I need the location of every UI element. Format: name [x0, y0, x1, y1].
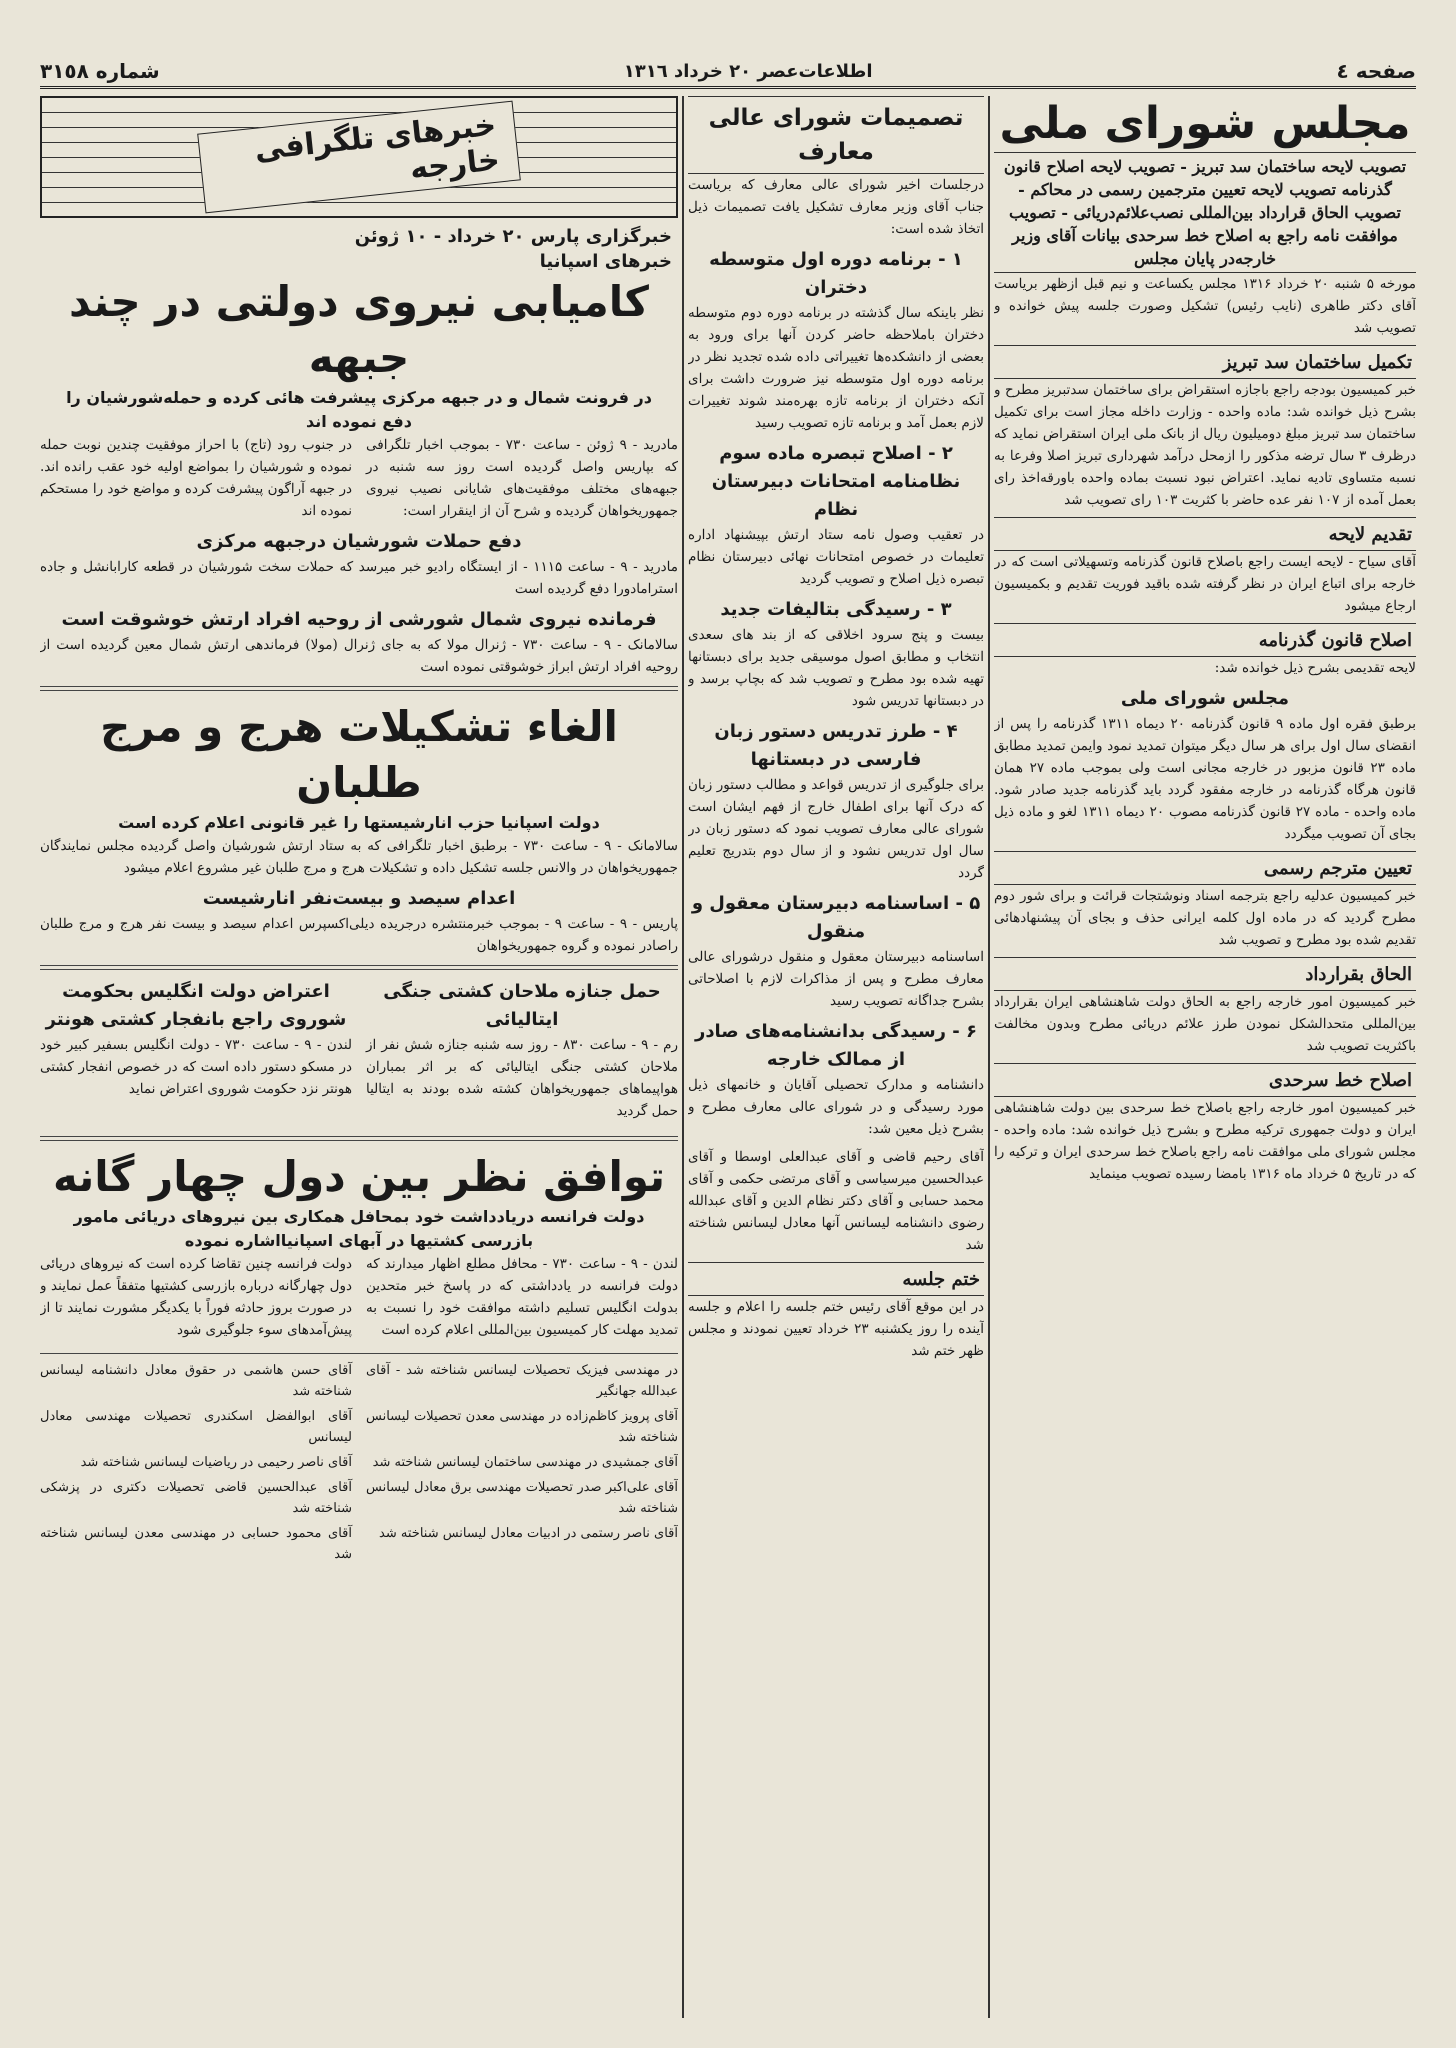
- masthead: [40, 56, 1416, 89]
- list-item: آقای حسن هاشمی در حقوق معادل دانشنامه لیسانس شناخته شد: [40, 1363, 352, 1399]
- list-item: در مهندسی فیزیک تحصیلات لیسانس شناخته شد - آقای عبدالله جهانگیر: [366, 1363, 678, 1399]
- paragraph: آقای رحیم قاضی و آقای عبدالعلی اوسطا و آقای عبدالحسین میرسیاسی و آقای مرتضی حکمی و آقای محمد حسابی و آقای دکتر نظام الدین و آقای عبدالله رضوی دانشنامه لیسانس آنها معادل لیسانس شناخته شد: [688, 1149, 984, 1253]
- paragraph: خبر کمیسیون امور خارجه راجع به الحاق دولت شاهنشاهی ایران بقرارداد بین‌المللی متحدالشکل نمودن طرز علائم دریائی مطرح وبدون مخالفت باکثریت تصویب شد: [994, 994, 1416, 1054]
- paragraph: بیست و پنج سرود اخلاقی که از بند های سعدی انتخاب و مطابق اصول موسیقی جدید برای دبستانها تهیه شده بود مطرح و تصویب شد که بچاپ برسد و در دبستانها تدریس شود: [688, 627, 984, 709]
- paragraph: درجلسات اخیر شورای عالی معارف که بریاست جناب آقای وزیر معارف تشکیل یافت تصمیمات ذیل اتخاذ شده است:: [688, 177, 984, 237]
- paragraph: خبر کمیسیون بودجه راجع باجازه استقراض برای ساختمان سدتبریز مطرح و بشرح ذیل خوانده شد: ماده واحده - وزارت داخله مجاز است برای تکمیل ساختمان سد تبریز مبلغ دومیلیون ریال از بانک ملی ایران استقراض نماید که درظرف ۳ سال ترضه مذکور را ازمحل درآمد شهرداری تبریز اصلا وفرعا به نسبه متساوی تادیه نماید. اعتراض نبود نسبت بماده واحده باورقه‌اخذ رای بعمل آمده از ۱۰۷ نفر عده حاضر با کثریت ۱۰۳ رای تصویب شد: [994, 382, 1416, 508]
- section-heading: ۲ - اصلاح تبصره ماده سوم نظامنامه امتحانات دبیرستان نظام: [711, 443, 961, 520]
- two-column-block: [40, 434, 678, 528]
- paragraph: لندن - ۹ - ساعت ۷۳۰ - محافل مطلع اظهار میدارند که دولت فرانسه در یادداشتی که در پاسخ خبر متحدین بدولت انگلیس تسلیم داشته موافقت خود را نسبت به تمدید مهلت کار کمیسیون بین‌المللی اعلام کرده است: [366, 1256, 678, 1338]
- issue-date: اطلاعات‌عصر ٢٠ خرداد ١٣١٦: [623, 60, 873, 82]
- divider: [40, 1353, 678, 1354]
- banner-title: خبرهای تلگرافی خارجه: [197, 101, 521, 214]
- paragraph: دولت فرانسه چنین تقاضا کرده است که نیروهای دریائی دول چهارگانه درباره بازرسی کشتیها متفقاً عمل نمایند و در صورت بروز حادثه فوراً با یکدیگر مشورت نمایند تا از پیش‌آمدهای سوء جلوگیری شود: [40, 1256, 352, 1338]
- paragraph: اساسنامه دبیرستان معقول و منقول درشورای عالی معارف مطرح و پس از مذاکرات لازم با اصلاحاتی بشرح جداگانه تصویب رسید: [688, 949, 984, 1009]
- section-heading: اصلاح خط سرحدی: [994, 1063, 1416, 1097]
- two-column-block: [40, 978, 678, 1128]
- paragraph: در جنوب رود (تاج) با احراز موفقیت چندین نوبت حمله نموده و شورشیان را بمواضع اولیه خود عقب رانده اند. در جبهه آراگون پیشرفت کرده و مواضع خود را مستحکم نموده اند: [40, 437, 352, 519]
- paragraph: دانشنامه و مدارک تحصیلی آقایان و خانمهای ذیل مورد رسیدگی و در شورای عالی معارف مطرح و بشرح ذیل معین شد:: [688, 1077, 984, 1137]
- section-heading: مجلس شورای ملی: [1120, 688, 1290, 709]
- page-number: صفحه ٤: [1336, 59, 1416, 83]
- section-heading: دفع حملات شورشیان درجبهه مرکزی: [196, 531, 522, 552]
- list-item: آقای پرویز کاظم‌زاده در مهندسی معدن تحصیلات لیسانس شناخته شد: [366, 1409, 678, 1445]
- graduates-list: [40, 1360, 678, 1569]
- section-heading: ۴ - طرز تدریس دستور زبان فارسی در دبستانها: [714, 721, 958, 770]
- issue-number: شماره ٣١٥٨: [40, 59, 160, 83]
- paragraph: لندن - ۹ - ساعت ۷۳۰ - دولت انگلیس بسفیر کبیر خود در مسکو دستور داده است که در خصوص انفجار کشتی هونتر نزد حکومت شوروی اعتراض نماید: [40, 1037, 353, 1097]
- paragraph: آقای سیاح - لایحه ایست راجع باصلاح قانون گذرنامه وتسهیلاتی است که در خارجه برای اتباع ایران در نظر گرفته شده باقید فوریت تقدیم و بکمیسیون ارجاع میشود: [994, 554, 1416, 614]
- paragraph: در این موقع آقای رئیس ختم جلسه را اعلام و جلسه آینده را روز یکشنبه ۲۳ خرداد تعیین نمودند و مجلس ظهر ختم شد: [688, 1299, 984, 1359]
- section-heading: ختم جلسه: [688, 1262, 984, 1296]
- divider: [40, 686, 678, 691]
- paragraph: خبر کمیسیون عدلیه راجع بترجمه اسناد ونوشتجات قرائت و برای شور دوم مطرح گردید که در ماده اول کلمه ایرانی حذف و بجای آن پیشنهادهائی تقدیم شده بود مطرح و تصویب شد: [994, 888, 1416, 948]
- paragraph: سالامانک - ۹ - ساعت ۷۳۰ - ژنرال مولا که به جای ژنرال (مولا) فرماندهی ارتش شمال معین گردیده است از روحیه افراد ارتش ابراز خوشوقتی نموده است: [40, 637, 678, 675]
- paragraph: رم - ۹ - ساعت ۸۳۰ - روز سه شنبه جنازه شش نفر از ملاحان کشتی جنگی ایتالیائی که بر اثر بمباران هواپیماهای جمهوریخواهان کشته شده بودند به ایتالیا حمل گردید: [366, 1037, 678, 1119]
- list-item: آقای علی‌اکبر صدر تحصیلات مهندسی برق معادل لیسانس شناخته شد: [366, 1480, 678, 1516]
- section-heading: الحاق بقرارداد: [994, 957, 1416, 991]
- education-title: تصمیمات شورای عالی معارف: [688, 96, 984, 174]
- paragraph: پاریس - ۹ - ساعت ۹ - بموجب خبرمنتشره درجریده دیلی‌اکسپرس اعدام سیصد و بیست نفر هرج و مرج طلبان راصادر نموده و گروه جمهوریخواهان: [40, 916, 678, 954]
- headline: الغاء تشکیلات هرج و مرج طلبان: [100, 702, 618, 807]
- section-heading: تقدیم لایحه: [994, 517, 1416, 551]
- news-date: خبرگزاری پارس ۲۰ خرداد - ۱۰ ژوئن: [354, 226, 672, 247]
- column-rule: [682, 96, 684, 2018]
- lead: دولت فرانسه دریادداشت خود بمحافل همکاری بین نیروهای دریائی مامور بازرسی کشتیها در آبهای اسپانیااشاره نموده: [73, 1207, 645, 1250]
- headline: کامیابی نیروی دولتی در چند جبهه: [69, 277, 649, 382]
- headline: توافق نظر بین دول چهار گانه: [53, 1152, 665, 1201]
- section-heading: اصلاح قانون گذرنامه: [994, 623, 1416, 657]
- paragraph: برای جلوگیری از تدریس قواعد و مطالب دستور زبان که درک آنها برای اطفال خارج از فهم ایشان است شورای عالی معارف تصویب نمود که دستور زبان در سال اول تدریس نشود و از سال دوم بتدریج تعلیم گردد: [688, 777, 984, 881]
- majlis-title: مجلس شورای ملی: [999, 98, 1411, 149]
- paragraph: مورخه ۵ شنبه ۲۰ خرداد ۱۳۱۶ مجلس یکساعت و نیم قبل ازظهر بریاست آقای دکتر طاهری (نایب رئیس) تشکیل وصورت جلسه پیش خوانده و تصویب شد: [994, 276, 1416, 336]
- majlis-subtitle: تصویب لایحه ساختمان سد تبریز - تصویب لایحه اصلاح قانون گذرنامه تصویب لایحه تعیین مترجمین رسمی در محاکم - تصویب الحاق قرارداد بین‌المللی نصب‌علائم‌دریائی - تصویب موافقت نامه راجع به اصلاح خط سرحدی بیانات آقای وزیر خارجه‌در پایان مجلس: [994, 152, 1416, 273]
- majlis-column: [994, 96, 1416, 2018]
- list-item: آقای جمشیدی در مهندسی ساختمان لیسانس شناخته شد: [372, 1455, 678, 1470]
- paragraph: در تعقیب وصول نامه ستاد ارتش بپیشنهاد اداره تعلیمات در خصوص امتحانات نهائی دبیرستان نظام تبصره ذیل اصلاح و تصویب گردید: [688, 527, 984, 587]
- section-heading: ۱ - برنامه دوره اول متوسطه دختران: [709, 249, 963, 298]
- foreign-news-column: [40, 96, 678, 2018]
- list-item: آقای عبدالحسین قاضی تحصیلات دکتری در پزشکی شناخته شد: [40, 1480, 352, 1516]
- education-column: [688, 96, 984, 2018]
- divider: [40, 965, 678, 970]
- list-item: آقای ناصر رستمی در ادبیات معادل لیسانس شناخته شد: [379, 1526, 678, 1541]
- section-heading: اعتراض دولت انگلیس بحکومت شوروی راجع بانفجار کشتی هونتر: [45, 981, 347, 1030]
- paragraph: نظر باینکه سال گذشته در برنامه دوره دوم متوسطه دختران باملاحظه حاضر کردن آنها برای ورود به بعضی از دانشکده‌ها تغییراتی داده شده تجدید نظر در برنامه دوره اول متوسطه نیز ضرورت داشت برای آنکه دختران از برنامه تازه بهره‌مند شوند تغییرات لازم بعمل آمد و برنامه تازه تصویب رسید: [688, 305, 984, 431]
- column-rule: [988, 96, 990, 2018]
- paragraph: لایحه تقدیمی بشرح ذیل خوانده شد:: [1214, 660, 1416, 676]
- section-heading: حمل جنازه ملاحان کشتی جنگی ایتالیائی: [383, 981, 661, 1030]
- section-heading: اعدام سیصد و بیست‌نفر انارشیست: [202, 888, 516, 909]
- list-item: آقای محمود حسابی در مهندسی معدن لیسانس شناخته شد: [40, 1526, 352, 1562]
- paragraph: خبر کمیسیون امور خارجه راجع باصلاح خط سرحدی بین دولت شاهنشاهی ایران و دولت جمهوری ترکیه مطرح و بشرح ذیل خوانده شد: ماده واحده - مجلس شورای ملی موافقت نامه راجع باصلاح خط سرحدی ایران و ترکیه را که در تاریخ ۵ خرداد ماه ۱۳۱۶ بامضا رسیده تصویب مینماید: [994, 1100, 1416, 1182]
- lead: دولت اسپانیا حزب انارشیستها را غیر قانونی اعلام کرده است: [118, 813, 600, 832]
- section-heading: تکمیل ساختمان سد تبریز: [994, 345, 1416, 379]
- foreign-news-banner: [40, 96, 678, 218]
- section-heading: ۶ - رسیدگی بدانشنامه‌های صادر از ممالک خارجه: [694, 1021, 978, 1070]
- list-item: آقای ناصر رحیمی در ریاضیات لیسانس شناخته شد: [80, 1455, 352, 1470]
- news-kicker: خبرهای اسپانیا: [539, 251, 672, 272]
- two-column-block: [40, 1253, 678, 1347]
- section-heading: تعیین مترجم رسمی: [994, 851, 1416, 885]
- section-heading: ۵ - اساسنامه دبیرستان معقول و منقول: [691, 893, 981, 942]
- lead: در فرونت شمال و در جبهه مرکزی پیشرفت هائی کرده و حمله‌شورشیان را دفع نموده اند: [66, 388, 652, 431]
- list-item: آقای ابوالفضل اسکندری تحصیلات مهندسی معادل لیسانس: [40, 1409, 352, 1445]
- section-heading: فرمانده نیروی شمال شورشی از روحیه افراد ارتش خوشوقت است: [61, 609, 657, 630]
- paragraph: سالامانک - ۹ - ساعت ۷۳۰ - برطبق اخبار تلگرافی که به ستاد ارتش شورشیان واصل گردیده مجلس نمایندگان جمهوریخواهان در والانس جلسه تشکیل داده و تشکیلات هرج و مرج طلبان غیر مشروع اعلام میشود: [40, 838, 678, 876]
- paragraph: مادرید - ۹ ژوئن - ساعت ۷۳۰ - بموجب اخبار تلگرافی که بپاریس واصل گردیده است روز سه شنبه در جبهه‌های مختلف موفقیت‌های شایانی نصیب نیروی جمهوریخواهان گردیده و شرح آن از اینقرار است:: [366, 437, 678, 519]
- paragraph: مادرید - ۹ - ساعت ۱۱۱۵ - از ایستگاه رادیو خبر میرسد که حملات سخت شورشیان در قطعه کارابانشل و جاده استرامادورا دفع گردیده است: [40, 559, 678, 597]
- section-heading: ۳ - رسیدگی بتالیفات جدید: [720, 599, 952, 620]
- divider: [40, 1136, 678, 1141]
- paragraph: برطبق فقره اول ماده ۹ قانون گذرنامه ۲۰ دیماه ۱۳۱۱ گذرنامه را پس از انقضای سال اول برای هر سال دیگر میتوان تمدید نمود وایمن تمدید مطابق ماده ۲۳ قانون مزبور در خارجه مجانی است ولی بموجب ماده ۲۷ همان قانون هرگاه گذرنامه در خارجه مفقود گردد باید گذرنامه جدید صادر شود. ماده واحده - ماده ۲۷ قانون گذرنامه مصوب ۲۰ دیماه ۱۳۱۱ لغو و ماده ذیل بجای آن تصویب میگردد: [994, 716, 1416, 842]
